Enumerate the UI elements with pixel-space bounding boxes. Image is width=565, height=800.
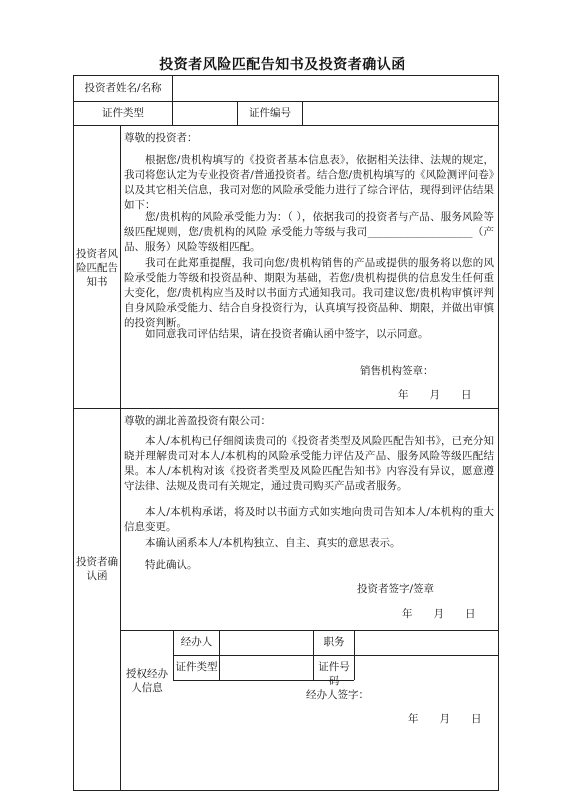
notice-paragraph-1: 根据您/贵机构填写的《投资者基本信息表》，依据相关法律、法规的规定，我司将您认定为专业投资者/普通投资者。结合您/贵机构填写的《风险测评问卷》以及其它相关信息，我司对您的风险承受能力进行了综合评估，现得到评估结果如下：	[124, 154, 494, 211]
agent-id-type-label: 证件类型	[175, 661, 218, 673]
document-title: 投资者风险匹配告知书及投资者确认函	[159, 57, 406, 73]
confirm-paragraph-1: 本人/本机构已仔细阅读贵司的《投资者类型及风险匹配告知书》，已充分知晓并理解贵司对本人/本机构的风险承受能力评估及产品、服务风险等级匹配结果。本人/本机构对该《投资者类型及风险匹配告知书》内容没有异议，愿意遵守法律、法规及贵司有关规定，通过贵司购买产品或者服务。	[124, 435, 494, 492]
notice-greeting: 尊敬的投资者：	[124, 132, 198, 144]
agent-id-number-label: 证件号码	[318, 661, 350, 687]
confirm-date: 年 月 日	[402, 608, 476, 620]
notice-paragraph-3: 我司在此郑重提醒，我司向您/贵机构销售的产品或提供的服务将以您的风险承受能力等级和投资品种、期限为基础，若您/贵机构提供的信息发生任何重大变化，您/贵机构应当及时以书面方式通知我司。我司建议您/贵机构审慎评判自身风险承受能力、结合自身投资行为，认真填写投资品种、期限，并做出审慎的投资判断。	[124, 257, 494, 329]
investor-sign-label: 投资者签字/签章	[357, 583, 435, 595]
confirm-paragraph-3: 本确认函系本人/本机构独立、自主、真实的意思表示。	[145, 537, 401, 549]
agent-sign-label: 经办人签字：	[306, 689, 369, 701]
agent-name-label: 经办人	[180, 636, 213, 648]
confirm-greeting: 尊敬的湖北善盈投资有限公司：	[124, 415, 271, 427]
confirm-paragraph-2: 本人/本机构承诺，将及时以书面方式如实地向贵司告知本人/本机构的重大信息变更。	[124, 506, 494, 533]
notice-side-label: 投资者风险匹配告知书	[76, 248, 118, 288]
agent-id-number-field[interactable]	[355, 656, 498, 680]
investor-name-field[interactable]	[173, 76, 498, 101]
notice-paragraph-4: 如同意我司评估结果，请在投资者确认函中签字，以示同意。	[145, 328, 429, 340]
id-type-field[interactable]	[173, 102, 237, 125]
confirm-paragraph-4: 特此确认。	[145, 559, 198, 571]
id-number-field[interactable]	[303, 102, 498, 125]
confirm-side-label: 投资者确认函	[76, 556, 118, 582]
id-type-label: 证件类型	[102, 107, 144, 119]
notice-paragraph-2: 您/贵机构的风险承受能力为：（ ），依据我司的投资者与产品、服务风险等级匹配规则，您/贵机构的风险 承受能力等级与我司____________________（产品、服务）风险等级相匹配。	[124, 211, 494, 253]
agent-date: 年 月 日	[408, 713, 482, 725]
notice-date: 年 月 日	[398, 389, 472, 401]
investor-name-label: 投资者姓名/名称	[84, 82, 162, 94]
sales-seal-label: 销售机构签章：	[360, 365, 434, 377]
agent-name-field[interactable]	[220, 631, 313, 655]
agent-id-type-field[interactable]	[220, 656, 313, 680]
agent-position-label: 职务	[323, 636, 345, 648]
id-number-label: 证件编号	[249, 107, 291, 119]
agent-position-field[interactable]	[355, 631, 498, 655]
agent-side-label: 授权经办人信息	[126, 668, 168, 694]
